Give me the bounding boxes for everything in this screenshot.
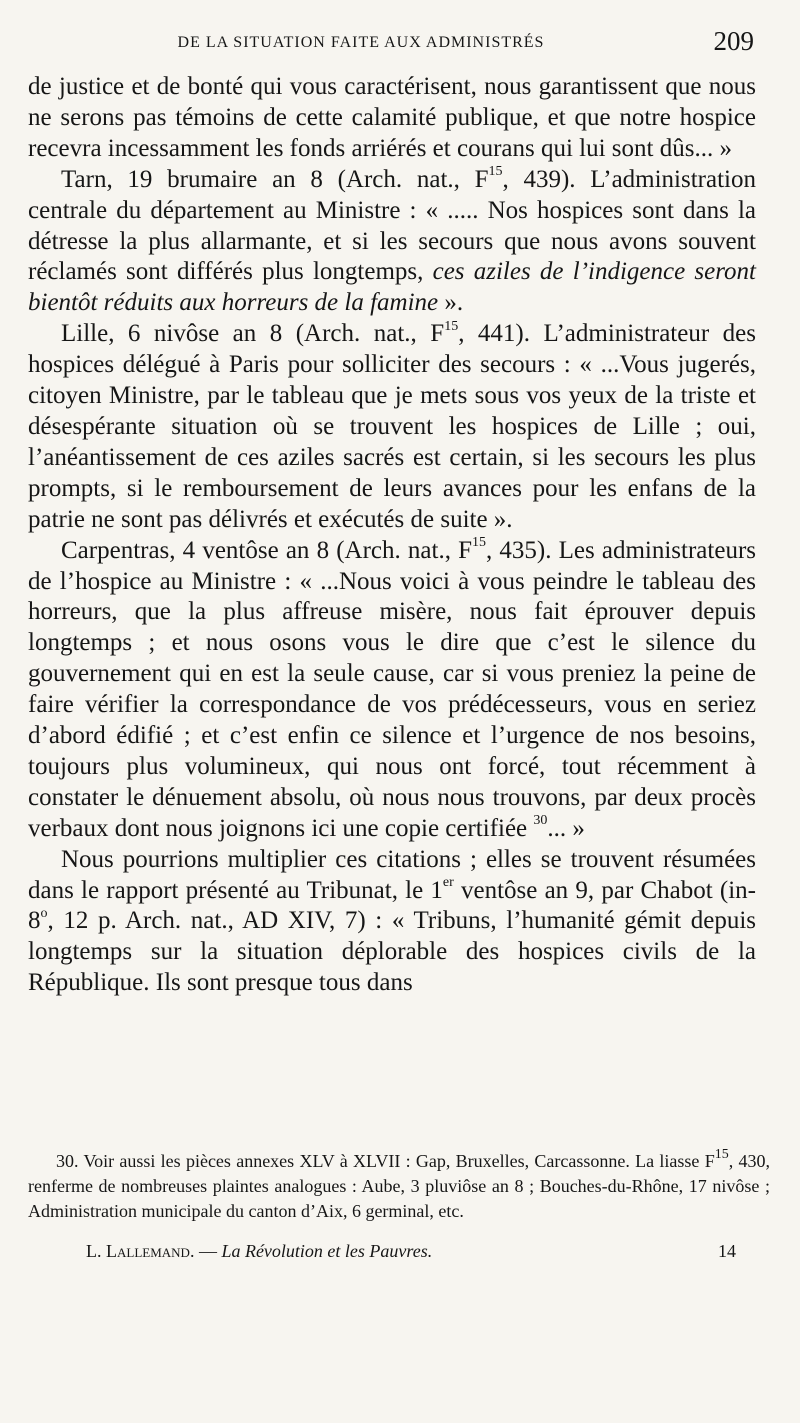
superscript: 15: [714, 1147, 729, 1162]
superscript: 15: [444, 318, 459, 334]
superscript: 15: [488, 164, 503, 180]
italic-quote: ces aziles de l’indigence seront bientôt réduits aux horreurs de la famine: [28, 258, 756, 317]
paragraph-carpentras: Carpentras, 4 ventôse an 8 (Arch. nat., $F^{15}$, 435). Les administrateurs de l’hospice au Ministre : « ...Nous voici à vous peindre le tableau des horreurs, que la plus affreuse misère, nous fait éprouver depuis longtemps ; et nous osons vous le dire que c’est le silence du gouvernement qui en est la seule cause, car si vous preniez la peine de faire vérifier la correspondance de vos prédécesseurs, vous en seriez d’abord édifié ; et c’est enfin ce silence et l’urgence de nos besoins, toujours plus volumineux, qui nous ont forcé, tout récemment à constater le dénuement absolu, où nous nous trouvons, par deux procès verbaux dont nous joignons ici une copie certifiée $^{30}$... »: [28, 535, 756, 842]
running-head: [28, 26, 754, 62]
running-title: DE LA SITUATION FAITE AUX ADMINISTRÉS: [177, 34, 545, 51]
body-text: [28, 72, 756, 999]
footnote-reference: 30: [533, 813, 548, 829]
paragraph-tarn: Tarn, 19 brumaire an 8 (Arch. nat., $F^{15}$, 439). L’administration centrale du département au Ministre : « ..... Nos hospices sont dans la détresse la plus allarmante, et si les secours que nous avons souvent réclamés sont différés plus longtemps, ces aziles de l’indigence seront bientôt réduits aux horreurs de la famine ».: [28, 164, 756, 317]
paragraph-lille: Lille, 6 nivôse an 8 (Arch. nat., $F^{15}$, 441). L’administrateur des hospices délégué à Paris pour solliciter des secours : « ...Vous jugerés, citoyen Ministre, par le tableau que je mets sous vos yeux de la triste et désespérante situation où se trouvent les hospices de Lille ; oui, l’anéantissement de ces aziles sacrés est certain, si les secours les plus prompts, si le remboursement de leurs avances pour les enfans de la patrie ne sont pas délivrés et exécutés de suite ».: [28, 318, 756, 533]
page-number: 209: [713, 26, 754, 56]
paragraph-summary: Nous pourrions multiplier ces citations ; elles se trouvent résumées dans le rapport présenté au Tribunat, le 1er ventôse an 9, par Chabot (in-8$^o$, 12 p. Arch. nat., AD XIV, 7) : « Tribuns, l’humanité gémit depuis longtemps sur la situation déplorable des hospices civils de la République. Ils sont presque tous dans: [28, 845, 756, 997]
footnote-30: 30. Voir aussi les pièces annexes XLV à XLVII : Gap, Bruxelles, Carcassonne. La liasse $F^{15}$, 430, renferme de nombreuses plaintes analogues : Aube, 3 pluviôse an 8 ; Bouches-du-Rhône, 17 nivôse ; Administration municipale du canton d’Aix, 6 germinal, etc.: [28, 1147, 770, 1221]
signature-line: [56, 1241, 736, 1267]
superscript: er: [442, 875, 454, 891]
superscript: o: [40, 906, 48, 922]
paragraph-continuation: de justice et de bonté qui vous caractérisent, nous garantissent que nous ne serons pas témoins de cette calamité publique, et que notre hospice recevra incessamment les fonds arriérés et courans qui lui sont dûs... »: [28, 73, 756, 162]
superscript: 15: [472, 535, 487, 551]
footnotes: [28, 1149, 770, 1224]
author-name: Lallemand: [106, 1241, 190, 1261]
signature-text: L. Lallemand. — La Révolution et les Pauvres.: [86, 1241, 433, 1261]
signature-mark: 14: [718, 1241, 736, 1261]
book-title: La Révolution et les Pauvres.: [221, 1241, 433, 1261]
